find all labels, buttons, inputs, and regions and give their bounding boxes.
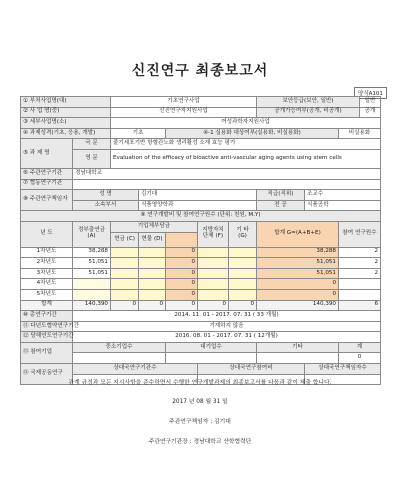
value-sme	[73, 353, 166, 364]
cell-gov	[73, 289, 111, 300]
pi-signature-line: 주관연구책임자 : 김기대	[169, 419, 231, 425]
label-pi-rank: 직급(직위)	[257, 190, 305, 201]
col-gov: 정부출연금 (A)	[73, 221, 111, 247]
col-etc: 기타	[257, 342, 339, 353]
cell-staff	[339, 279, 381, 290]
cell-staff	[339, 289, 381, 300]
row-subprogram	[21, 118, 381, 129]
budget-row	[21, 289, 381, 300]
col-cash: 현금 (C)	[111, 232, 139, 247]
value-pi-dept: 식품영양학과	[139, 200, 257, 211]
label-coop-institution: ⑦ 협동연구기관	[21, 179, 73, 190]
value-title-english: Evaluation of the efficacy of bioactive anti-vascular aging agents using stem cells	[111, 149, 381, 168]
value-lead-institution: 경남대학교	[73, 168, 381, 179]
row-year-period	[21, 332, 381, 343]
cell-kind	[139, 258, 166, 269]
row-intl-head	[21, 364, 381, 375]
col-kind: 현물 (D)	[139, 232, 166, 247]
cell-staff: 2	[339, 247, 381, 258]
value-practical: 비실용화	[339, 128, 381, 139]
cell-staff: 2	[339, 258, 381, 269]
submission-date: 2017 년 08 월 31 일	[172, 399, 228, 405]
cell-local	[198, 289, 229, 300]
budget-header-1	[21, 221, 381, 232]
col-year: 년 도	[21, 221, 73, 247]
label-practical: ④-1 실용화 대상여부(실용화, 비실용화)	[166, 128, 339, 139]
value-subprogram: 여성과학자지원사업	[111, 118, 381, 129]
cell-other	[229, 279, 257, 290]
cell-cash: 0	[111, 300, 139, 311]
cell-gov: 140,390	[73, 300, 111, 311]
document-title: 신진연구 최종보고서	[131, 63, 269, 79]
label-character: ④ 과제성격(기초, 응용, 개발)	[21, 128, 111, 139]
cell-other	[229, 258, 257, 269]
cell-other	[229, 247, 257, 258]
label-intl: ⑭ 국제공동연구	[21, 364, 73, 385]
cell-local	[198, 279, 229, 290]
cell-local	[198, 258, 229, 269]
cell-subtotal: 0	[166, 289, 198, 300]
row-program	[21, 97, 381, 108]
cell-gov: 51,051	[73, 258, 111, 269]
label-program: ① 부처사업명(대)	[21, 97, 111, 108]
value-sum: 0	[339, 353, 381, 364]
col-sum: 계	[339, 342, 381, 353]
cell-gov: 38,288	[73, 247, 111, 258]
row-companies-head	[21, 342, 381, 353]
budget-row	[21, 258, 381, 269]
col-partner-ratio: 상대국연구참여비	[198, 364, 305, 375]
value-character: 기초	[111, 128, 166, 139]
value-total-period: 2014. 11. 01 - 2017. 07. 31 ( 33 개월)	[73, 311, 381, 322]
budget-row	[21, 279, 381, 290]
value-pi-major: 식품공학	[305, 200, 381, 211]
cell-total: 0	[257, 289, 339, 300]
row-coop-institution	[21, 179, 381, 190]
row-multiyear-period	[21, 321, 381, 332]
label-pi: ⑧ 주관연구책임자	[21, 190, 73, 211]
cell-cash	[111, 289, 139, 300]
cell-gov: 51,051	[73, 268, 111, 279]
col-staff: 참여 연구원수	[339, 221, 381, 247]
cell-year: 1차년도	[21, 247, 73, 258]
cell-cash	[111, 258, 139, 269]
cell-other	[229, 268, 257, 279]
label-business: ② 사 업 명(중)	[21, 107, 111, 118]
cell-subtotal: 0	[166, 300, 198, 311]
col-total: 합계 G=(A+B+E)	[257, 221, 339, 247]
cell-subtotal: 0	[166, 258, 198, 269]
value-etc	[257, 353, 339, 364]
value-year-period: 2016. 08. 01 - 2017. 07. 31 ( 12개월)	[73, 332, 381, 343]
report-form-table	[20, 96, 381, 385]
label-total-period: ⑩ 총연구기간	[21, 311, 73, 322]
cell-kind	[139, 247, 166, 258]
cell-cash	[111, 247, 139, 258]
budget-row	[21, 247, 381, 258]
row-budget-title	[21, 211, 381, 222]
value-business: 신진연구자지원사업	[111, 107, 257, 118]
value-large	[166, 353, 257, 364]
col-other: 기 타 (G)	[229, 221, 257, 247]
cell-cash	[111, 279, 139, 290]
cell-kind	[139, 289, 166, 300]
value-multiyear-period: 기재하지 않음	[73, 321, 381, 332]
label-lead-institution: ⑥ 주관연구기관	[21, 168, 73, 179]
cell-year: 5차년도	[21, 289, 73, 300]
cell-year: 합계	[21, 300, 73, 311]
tag-korean: 국 문	[73, 139, 111, 150]
value-security: 일반	[360, 97, 381, 108]
cell-local	[198, 247, 229, 258]
col-large: 대기업수	[166, 342, 257, 353]
cell-subtotal: 0	[166, 279, 198, 290]
row-project-name-mid	[21, 107, 381, 118]
value-pi-rank: 조교수	[305, 190, 381, 201]
cell-kind	[139, 268, 166, 279]
value-title-korean: 줄기세포기반 항혈관노화 생리활성 소재 효능 평가	[111, 139, 381, 150]
row-title-en	[21, 149, 381, 168]
row-pi-name	[21, 190, 381, 201]
col-subtotal	[166, 232, 198, 247]
value-pi-name: 김기대	[139, 190, 257, 201]
cell-year: 4차년도	[21, 279, 73, 290]
cell-total: 140,390	[257, 300, 339, 311]
cell-cash	[111, 268, 139, 279]
cell-total: 51,051	[257, 268, 339, 279]
row-pi-dept	[21, 200, 381, 211]
cell-year: 3차년도	[21, 268, 73, 279]
cell-other	[229, 289, 257, 300]
col-sme: 중소기업수	[73, 342, 166, 353]
cell-kind	[139, 279, 166, 290]
row-lead-institution	[21, 168, 381, 179]
institution-signature-line: 주관연구기관장 : 경남대학교 산학협력단	[148, 439, 252, 445]
cell-local	[198, 268, 229, 279]
label-project-title: ⑤ 과 제 명	[21, 139, 73, 169]
col-private: 기업체부담금	[111, 221, 198, 232]
cell-other: 0	[229, 300, 257, 311]
value-program: 기초연구사업	[111, 97, 257, 108]
label-pi-name: 성 명	[73, 190, 139, 201]
row-title-kr	[21, 139, 381, 150]
row-companies-values	[21, 353, 381, 364]
label-companies: ⑬ 참여기업	[21, 342, 73, 363]
label-budget: ⑨ 연구개발비 및 참여연구원수 (단위: 천원, M.Y)	[21, 211, 381, 222]
budget-total-row	[21, 300, 381, 311]
label-security: 보안등급(보안, 일반)	[257, 97, 360, 108]
value-coop-institution	[73, 179, 381, 190]
submission-statement: 관계 규정과 모든 지시사항을 준수하면서 수행한 연구개발과제의 최종보고서를 다음과 같이 제출 합니다.	[68, 380, 332, 386]
label-pi-major: 전 공	[257, 200, 305, 211]
row-total-period	[21, 311, 381, 322]
cell-year: 2차년도	[21, 258, 73, 269]
label-public: 공개가능여부(공개, 비공개)	[257, 107, 360, 118]
label-year-period: ⑫ 당해연도연구기간	[21, 332, 73, 343]
cell-staff: 6	[339, 300, 381, 311]
cell-total: 51,051	[257, 258, 339, 269]
cell-total: 38,288	[257, 247, 339, 258]
cell-kind: 0	[139, 300, 166, 311]
cell-staff: 2	[339, 268, 381, 279]
tag-english: 영 문	[73, 149, 111, 168]
cell-subtotal: 0	[166, 268, 198, 279]
col-partner-orgs: 상대국연구기관수	[73, 364, 198, 375]
label-subprogram: ③ 세부사업명(소)	[21, 118, 111, 129]
col-partner-pi: 상대국연구책임자수	[305, 364, 381, 375]
cell-subtotal: 0	[166, 247, 198, 258]
form-number-badge: 양식A101	[354, 87, 387, 99]
cell-local: 0	[198, 300, 229, 311]
budget-row	[21, 268, 381, 279]
value-public: 공개	[360, 107, 381, 118]
cell-gov	[73, 279, 111, 290]
label-pi-dept: 소속부서	[73, 200, 139, 211]
row-character	[21, 128, 381, 139]
label-multiyear-period: ⑪ 다년도협약연구기간	[21, 321, 73, 332]
cell-total: 0	[257, 279, 339, 290]
col-local: 지방자치 단체 (F)	[198, 221, 229, 247]
